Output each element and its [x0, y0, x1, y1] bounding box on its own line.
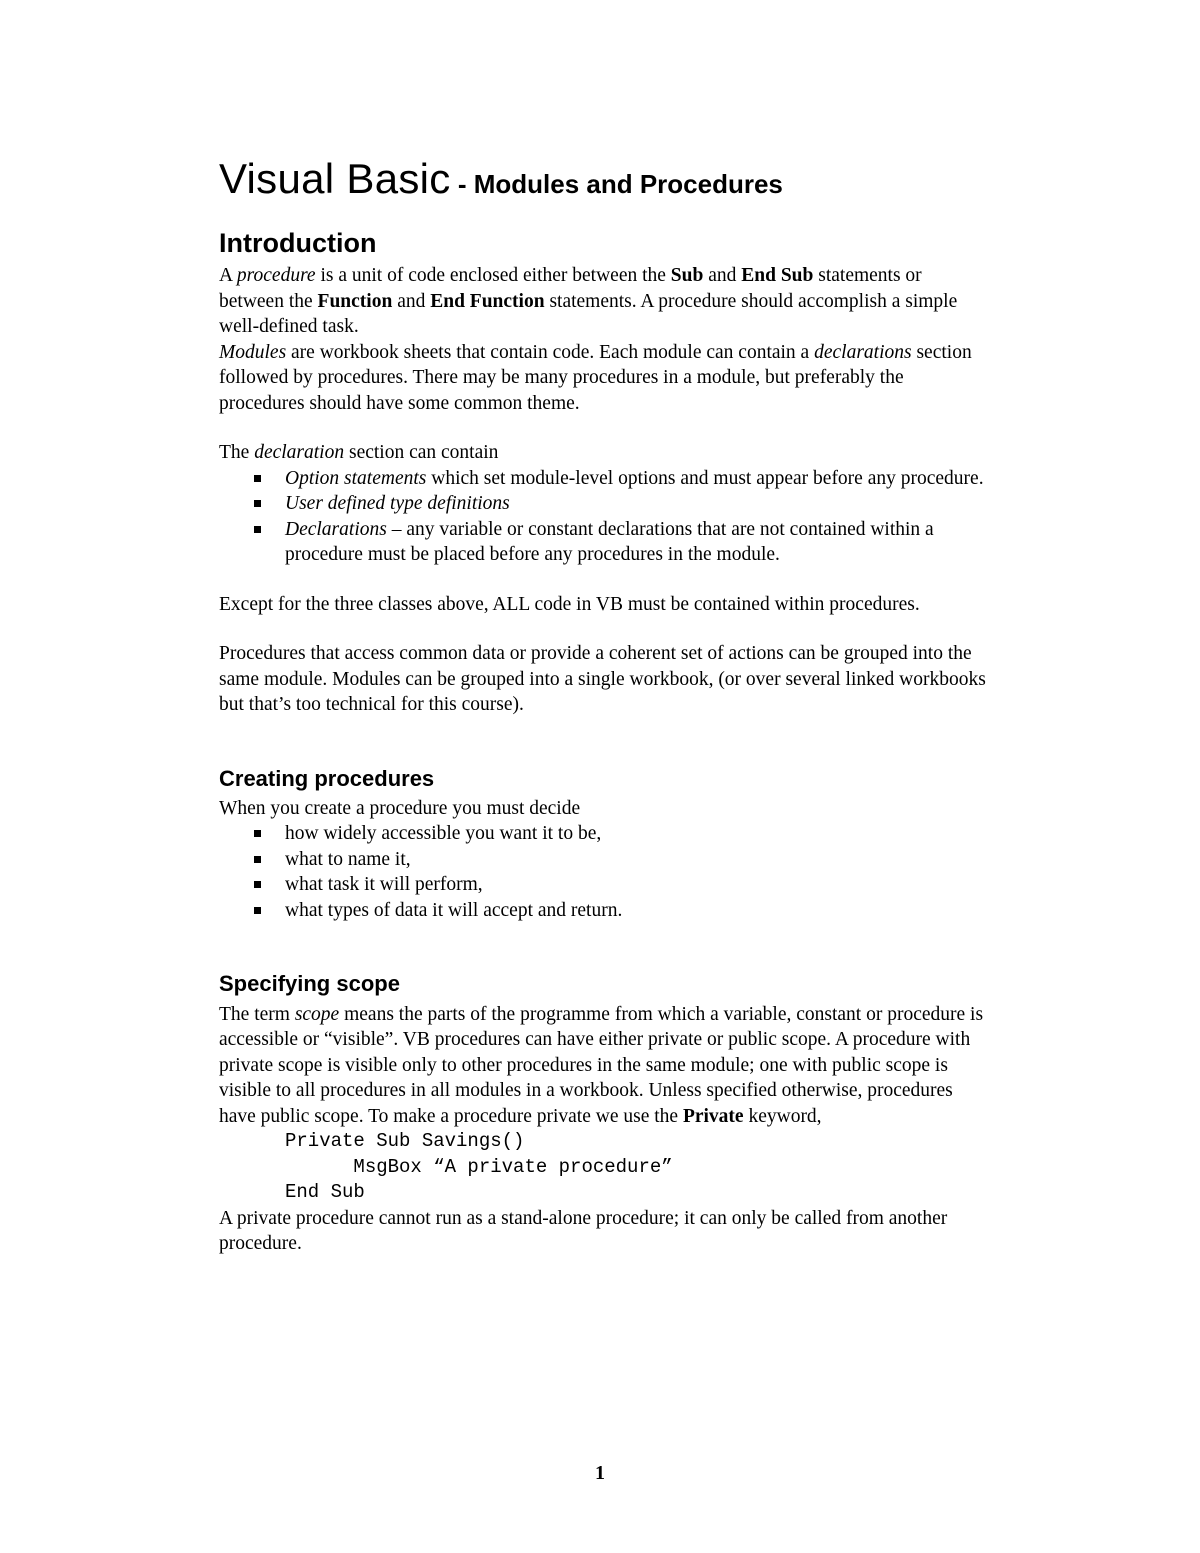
document-page: [219, 155, 989, 1257]
list-item: what types of data it will accept and return.: [285, 898, 989, 924]
document-title: [219, 155, 989, 202]
list-item: how widely accessible you want it to be,: [285, 821, 989, 847]
intro-paragraph-declaration: The declaration section can contain: [219, 442, 499, 464]
declaration-list: [219, 466, 989, 568]
list-item: Option statements which set module-level options and must appear before any procedure.: [285, 466, 989, 492]
list-item: Declarations – any variable or constant declarations that are not contained within a procedure must be placed before any procedures in the module.: [285, 517, 989, 568]
scope-paragraph: The term scope means the parts of the programme from which a variable, constant or procedure is accessible or “visible”. VB procedures can have either private or public scope. A procedure with private scope is visible only to other procedures in the same module; one with public scope is visible to all procedures in all modules in a workbook. Unless specified otherwise, procedures have public scope. To make a procedure private we use the Private keyword,: [219, 1003, 984, 1127]
intro-paragraph-procedure: A procedure is a unit of code enclosed either between the Sub and End Sub statements or between the Function and End Function statements. A procedure should accomplish a simple well-defined task.: [219, 265, 958, 338]
code-line: MsgBox “A private procedure”: [285, 1155, 673, 1178]
heading-creating-procedures: Creating procedures: [219, 765, 435, 791]
code-line: End Sub: [285, 1181, 365, 1204]
scope-paragraph-private: A private procedure cannot run as a stand-alone procedure; it can only be called from another procedure.: [219, 1207, 948, 1255]
title-main: Visual Basic: [219, 155, 451, 202]
heading-introduction: Introduction: [219, 228, 377, 258]
title-subtitle: - Modules and Procedures: [450, 169, 783, 199]
page-number: 1: [595, 1462, 605, 1484]
list-item: User defined type definitions: [285, 491, 989, 517]
intro-paragraph-except: Except for the three classes above, ALL code in VB must be contained within procedures.: [219, 593, 920, 615]
code-sample: [219, 1129, 989, 1206]
list-item: what to name it,: [285, 847, 989, 873]
heading-specifying-scope: Specifying scope: [219, 971, 400, 997]
code-line: Private Sub Savings(): [285, 1130, 525, 1153]
creating-list: [219, 821, 989, 923]
list-item: what task it will perform,: [285, 872, 989, 898]
intro-paragraph-grouping: Procedures that access common data or provide a coherent set of actions can be grouped into the same module. Modules can be grouped into a single workbook, (or over several linked workbooks but that’s too technical for this course).: [219, 643, 986, 716]
creating-lead: When you create a procedure you must decide: [219, 797, 581, 819]
intro-paragraph-modules: Modules are workbook sheets that contain code. Each module can contain a declarations section followed by procedures. There may be many procedures in a module, but preferably the procedures should have some common theme.: [219, 341, 972, 414]
